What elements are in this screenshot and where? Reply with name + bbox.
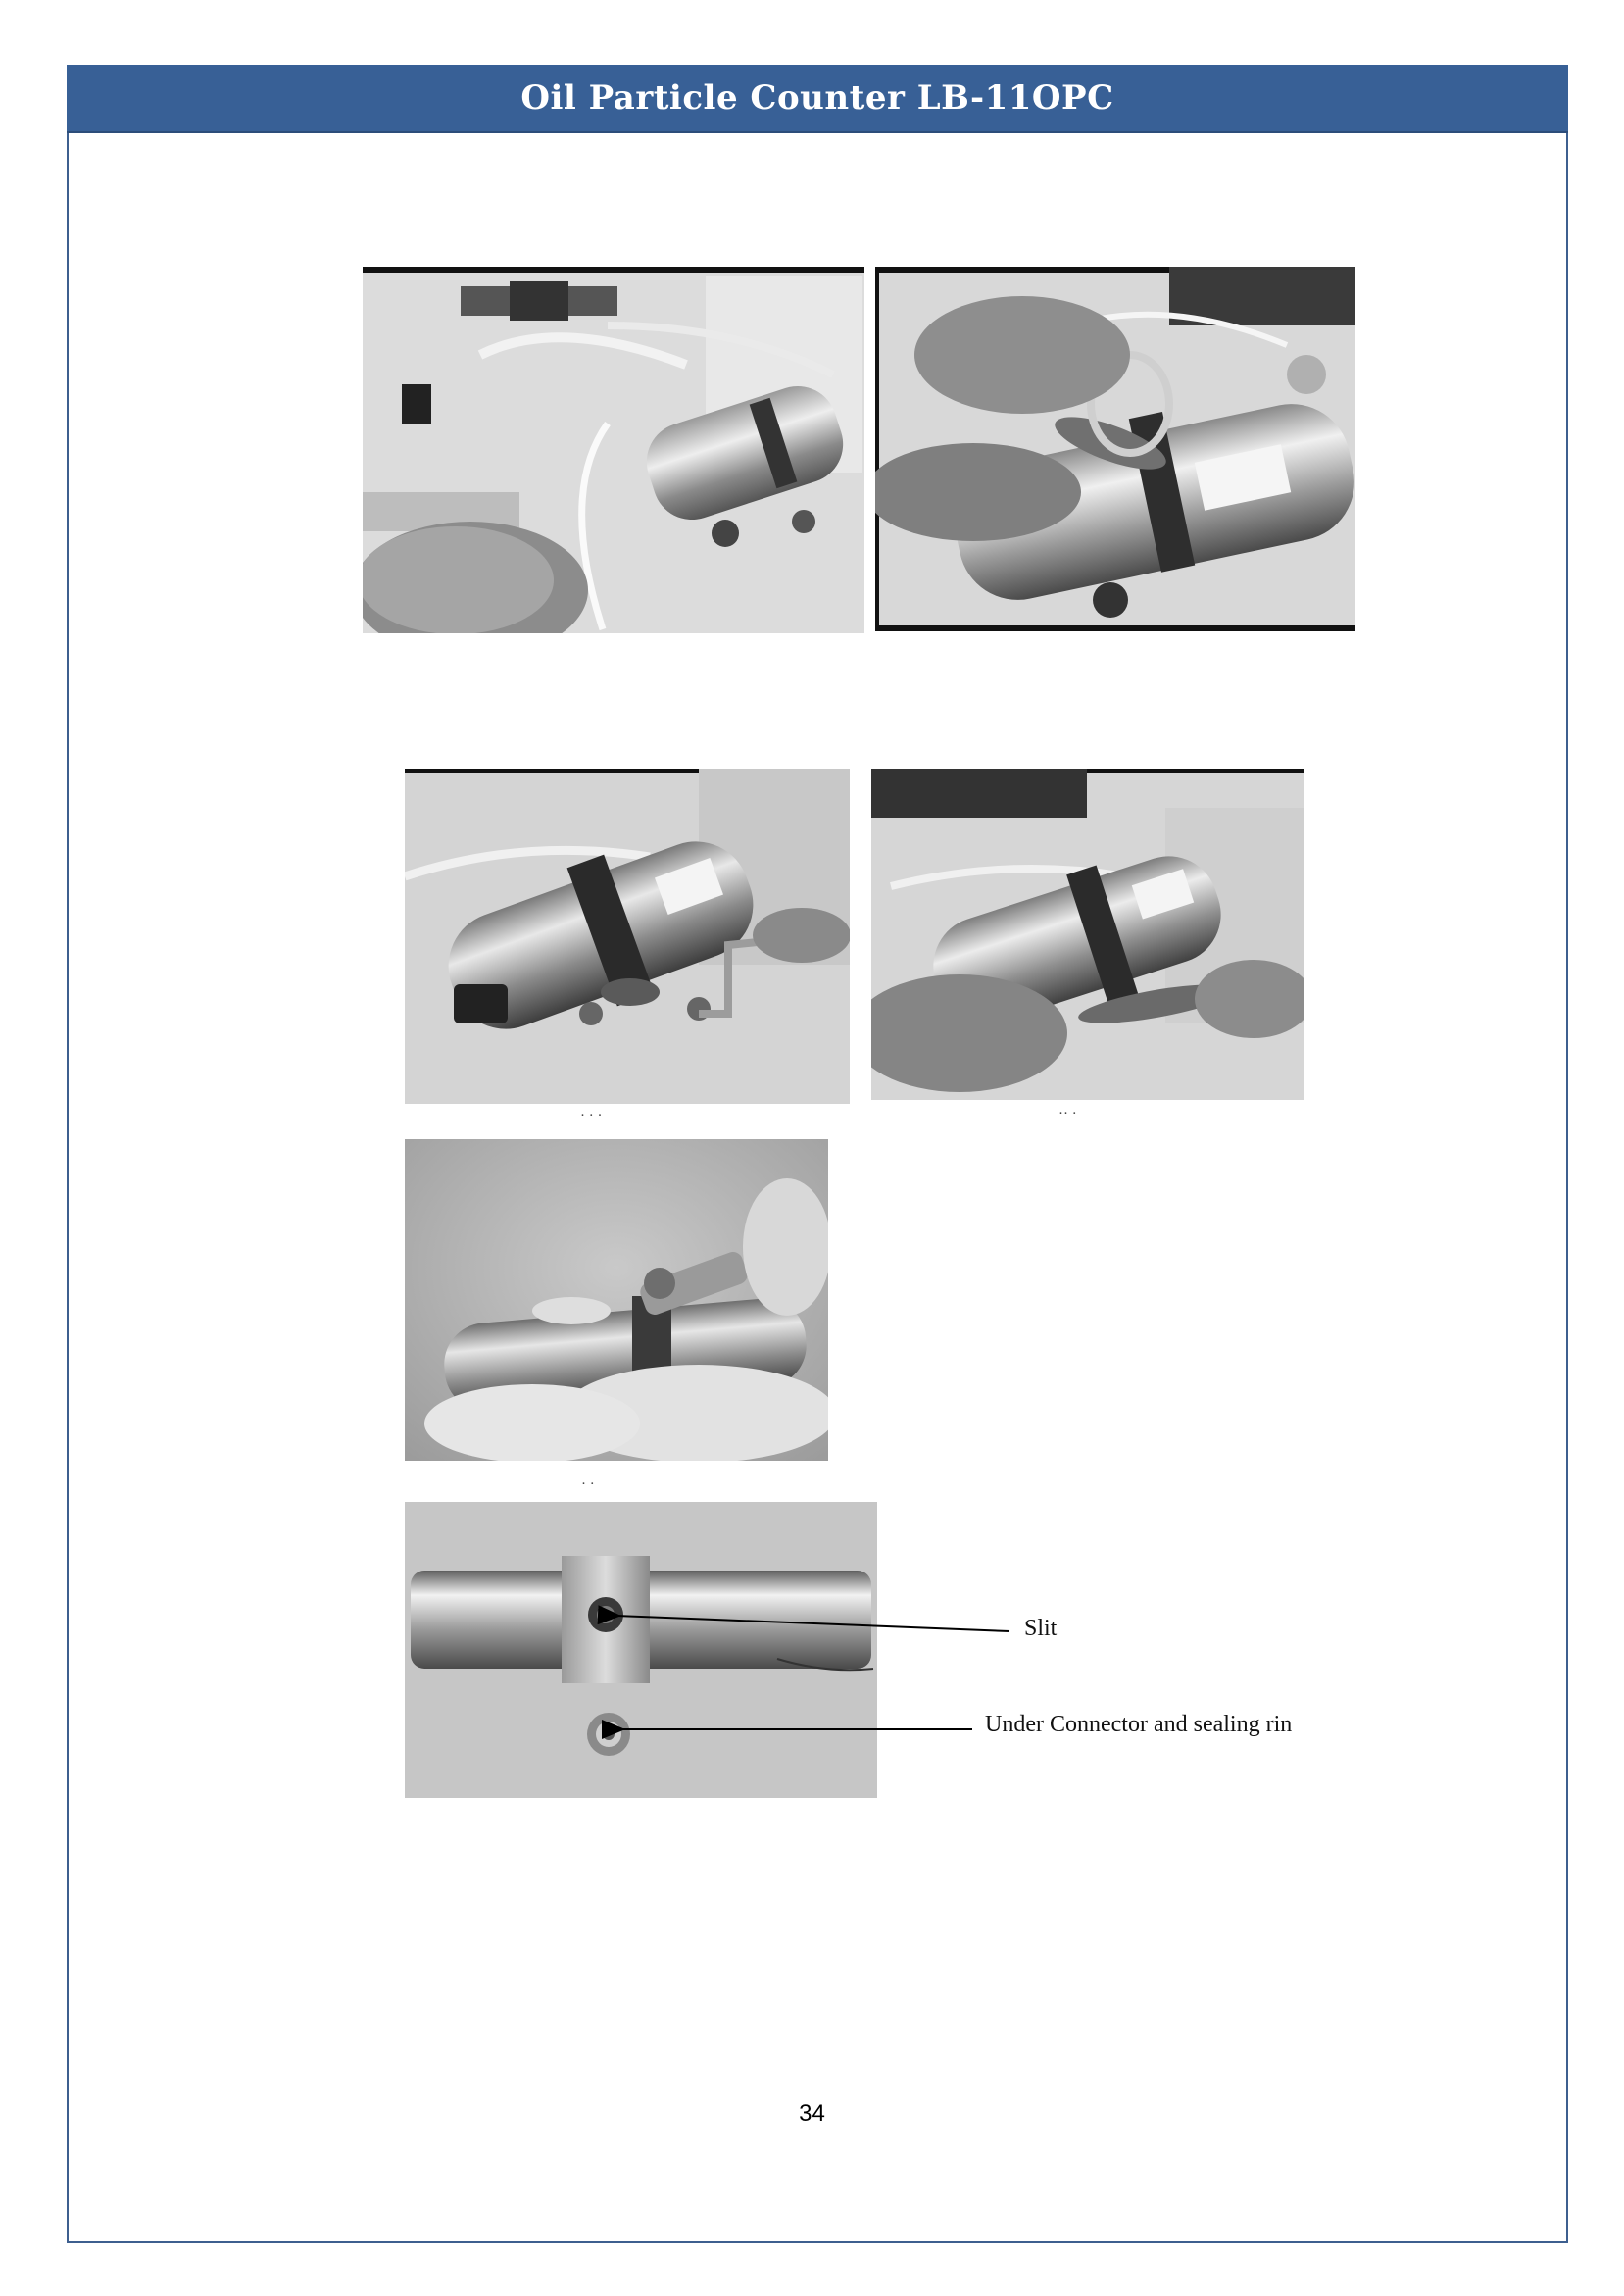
header-bar xyxy=(67,65,1568,133)
caption-scrap: · · xyxy=(581,1476,595,1492)
caption-scrap: ·· · xyxy=(1058,1106,1077,1122)
slit-label: Slit xyxy=(1024,1616,1058,1641)
photo-3-image xyxy=(405,769,850,1104)
photo-2-image xyxy=(875,267,1355,631)
under-connector-label: Under Connector and sealing rin xyxy=(985,1712,1293,1737)
photo-5 xyxy=(405,1139,828,1461)
photo-1-image xyxy=(363,267,864,633)
page-title: Oil Particle Counter LB-11OPC xyxy=(520,78,1114,118)
photo-2 xyxy=(875,267,1355,631)
photo-6-image xyxy=(405,1502,877,1798)
photo-6 xyxy=(405,1502,877,1798)
photo-4-image xyxy=(871,769,1304,1100)
photo-3 xyxy=(405,769,850,1104)
page-number: 34 xyxy=(799,2100,825,2126)
photo-4 xyxy=(871,769,1304,1100)
caption-scrap: · · · xyxy=(580,1108,603,1123)
photo-5-image xyxy=(405,1139,828,1461)
photo-1 xyxy=(363,267,864,633)
